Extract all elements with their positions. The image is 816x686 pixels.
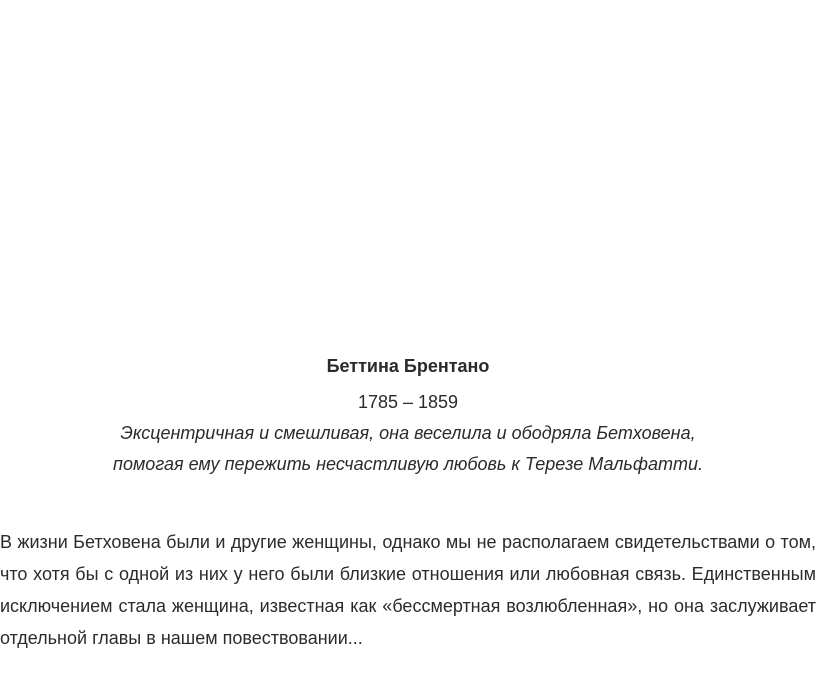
portrait-years: 1785 – 1859 <box>357 392 459 412</box>
body-paragraph: В жизни Бетховена были и другие женщины, однако мы не располагаем свидетельствами о том, что хотя бы с одной из них у него были близкие отношения или любовная связь. Единственным исключением стала женщина, известная как «бессмертная возлюбленная», но она заслуживает отдельной главы в нашем повествовании... <box>0 532 816 648</box>
portrait-name: Беттина Брентано <box>326 356 490 376</box>
portrait-description-line-2: помогая ему пережить несчастливую любовь к Терезе Мальфатти. <box>113 454 703 474</box>
portrait-description-line-1: Эксцентричная и смешливая, она веселила и ободряла Бетховена, <box>120 423 696 443</box>
